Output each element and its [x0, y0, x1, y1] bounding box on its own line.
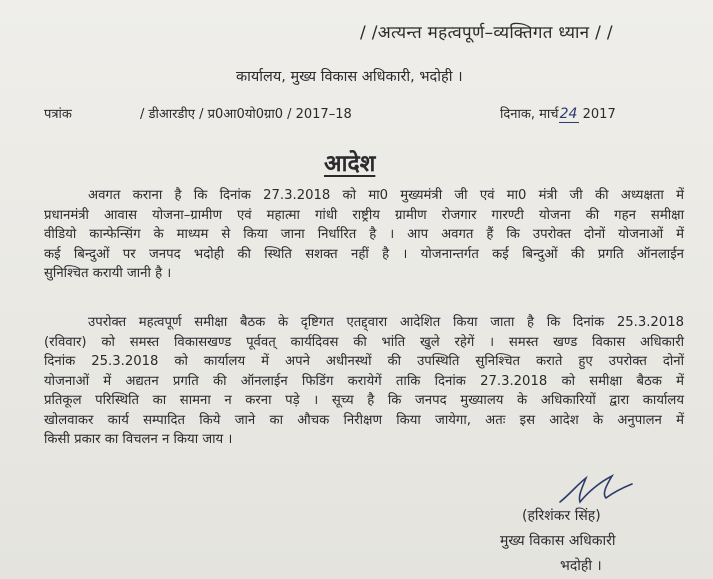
- date-year: 2017: [582, 107, 616, 122]
- paragraph-line: खोलवाकर कार्य सम्पादित किये जाने का औचक निरीक्षण किया जायेगा, अतः इस आदेश के अनुपालन में: [44, 412, 684, 428]
- paragraph-line: सुनिश्चित करायी जानी है ।: [44, 266, 172, 281]
- paragraph-line: योजनाओं में अद्यतन प्रगति की ऑनलाईन फिडिंग करायेगें ताकि दिनांक 27.3.2018 को समीक्षा बैठक में: [44, 373, 684, 389]
- priority-note: / /अत्यन्त महत्वपूर्ण–व्यक्तिगत ध्यान / /: [360, 23, 613, 43]
- office-name: कार्यालय, मुख्य विकास अधिकारी, भदोही ।: [236, 69, 463, 85]
- reference-label: पत्रांक: [44, 107, 72, 122]
- paragraph-line: वीडियो कान्फेन्सिंग के माध्यम से किया जाना निर्धारित है । आप अवगत हैं कि उपरोक्त दोनों योजनाओं में: [44, 227, 684, 242]
- paragraph-line: अवगत कराना है कि दिनांक 27.3.2018 को मा0 मुख्यमंत्री जी एवं मा0 मंत्री जी की अध्यक्षता में: [88, 188, 684, 203]
- paragraph-1: [44, 186, 684, 284]
- signatory-designation: मुख्य विकास अधिकारी: [500, 533, 616, 549]
- paragraph-2: [44, 313, 684, 450]
- paragraph-line: दिनांक 25.3.2018 को कार्यालय में अपने अधीनस्थों की उपस्थिति सुनिश्चित कराते हुए उपरोक्त दोनों: [44, 354, 684, 369]
- paragraph-line: उपरोक्त महत्वपूर्ण समीक्षा बैठक के दृष्टिगत एतद्द्वारा आदेशित किया जाता है कि दिनांक 25.3.2018: [88, 315, 684, 330]
- signatory-place: भदोही ।: [560, 558, 602, 574]
- paragraph-line: कई बिन्दुओं पर जनपद भदोही की स्थिति सशक्त नहीं है । योजनान्तर्गत कई बिन्दुओं की प्रगति ऑनलाईन: [44, 246, 684, 262]
- signatory-name: (हरिशंकर सिंह): [522, 508, 601, 524]
- reference-number: / डीआरडीए / प्र0आ0यो0ग्रा0 / 2017–18: [140, 107, 352, 122]
- date-line: [500, 104, 616, 123]
- date-prefix: दिनाक, मार्च: [500, 107, 559, 122]
- paragraph-line: प्रतिकूल परिस्थिति का सामना न करना पड़े । सूच्य है कि जनपद मुख्यालय के अधिकारियों द्वारा कार्यालय: [44, 393, 684, 408]
- paragraph-line: (रविवार) को समस्त विकासखण्ड पूर्ववत् कार्यदिवस की भांति खुले रहेगें । समस्त खण्ड विकास अधिकारी: [44, 334, 684, 350]
- order-title: आदेश: [324, 151, 376, 177]
- paragraph-line: प्रधानमंत्री आवास योजना–ग्रामीण एवं महात्मा गांधी राष्ट्रीय ग्रामीण रोजगार गारण्टी योजना की गहन समीक्षा: [44, 207, 684, 223]
- paragraph-line: किसी प्रकार का विचलन न किया जाय ।: [44, 432, 233, 447]
- date-day-handwritten: 24: [559, 106, 578, 122]
